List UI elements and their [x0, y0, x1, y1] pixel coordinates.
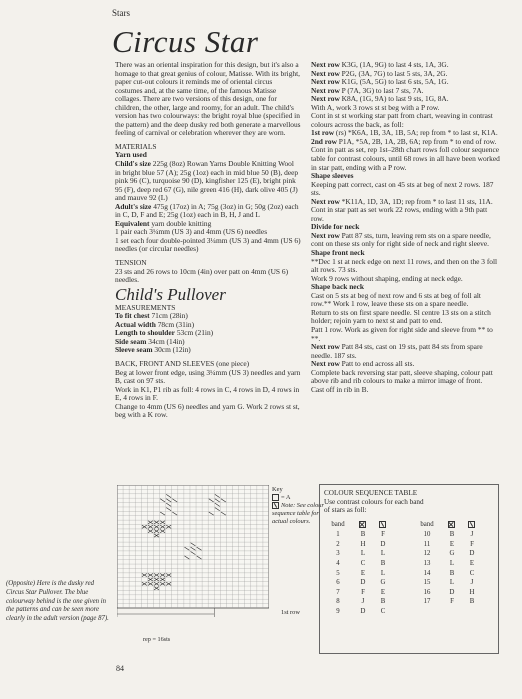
table-cell: 3 [336, 550, 340, 558]
subheading: Divide for neck [311, 222, 360, 232]
slash-square-icon [379, 521, 386, 528]
table-cell: J [470, 531, 474, 539]
table-cell: 15 [423, 579, 431, 587]
table-cell: 12 [423, 550, 431, 558]
page-title: Circus Star [112, 24, 259, 59]
adult-size-materials: Adult's size 475g (17oz) in A; 75g (3oz) in G; 50g (2oz) each in C, D, F and E; 25g (1oz) each in B, H, J and L [115, 201, 299, 220]
table-row [412, 578, 482, 588]
table-cell: L [449, 579, 455, 587]
table-row [412, 540, 482, 550]
instruction-line: Cast on 5 sts at beg of next row and 6 sts at beg of foll alt row.** Work 1 row, leave these sts on a spare needle. [311, 290, 481, 309]
table-cell: 4 [336, 560, 340, 568]
table-cell: B [380, 598, 386, 606]
key-label: Key [272, 486, 283, 493]
table-cell: 1 [336, 531, 340, 539]
instruction-line: Next row K1G, (5A, 5G) to last 6 sts, 5A, 1G. [311, 77, 449, 87]
table-row [412, 559, 482, 569]
table-cell: J [470, 579, 474, 587]
intro-paragraph: There was an oriental inspiration for this design, but it's also a homage to that great genius of colour, Matisse. With its bright, paper cut-out colours it reminds me of oriental circus costumes and, at the same time, of the famous Matisse collages. There are two versions of this design, one for children, the other, large and roomy, for an adult. The child's version has two colourways: the bright royal blue (specified in the pattern) and the deep dusky red both generate a marvellous feeling of carnival or celebration wherever they are worn. [115, 60, 301, 138]
measurement-item: Sleeve seam 30cm (12in) [115, 345, 191, 355]
left-column [115, 61, 301, 420]
table-cell: E [469, 560, 475, 568]
yarn-used-heading: Yarn used [115, 150, 147, 160]
table-cell: 16 [423, 588, 431, 596]
instruction-line: Next row Patt 87 sts, turn, leaving rem sts on a spare needle, cont on these sts only for right side of neck and right sleeve. [311, 230, 491, 249]
instruction-line: Cast off in rib in B. [311, 384, 369, 394]
table-cell: B [449, 531, 455, 539]
table-row [323, 607, 393, 617]
table-cell: 6 [336, 579, 340, 587]
table-cell: 5 [336, 569, 340, 577]
star-chart [117, 485, 269, 624]
measurements-list [115, 312, 301, 355]
instruction-line: 1st row (rs) *K6A, 1B, 3A, 1B, 5A; rep from * to last st, K1A. [311, 128, 498, 138]
table-row [323, 578, 393, 588]
tension-heading: TENSION [115, 258, 147, 268]
measurement-item: Length to shoulder 53cm (21in) [115, 328, 214, 338]
table-cell: E [360, 569, 366, 577]
table-cell: G [449, 550, 455, 558]
instruction-line: Return to sts on first spare needle. Sl centre 13 sts on a stitch holder; rejoin yarn to next st and patt to end. [311, 307, 491, 326]
instruction-line: Next row K3G, (1A, 9G) to last 4 sts, 1A, 3G. [311, 60, 449, 69]
table-cell: E [449, 540, 455, 548]
table-cell: F [361, 588, 365, 596]
table-cell: F [470, 540, 474, 548]
back-text: Beg at lower front edge, using 3¼mm (US 3) needles and yarn B, cast on 97 sts. [115, 367, 301, 386]
instruction-line: **Dec 1 st at neck edge on next 11 rows, and then on the 3 foll alt rows. 73 sts. [311, 256, 498, 275]
table-cell: 11 [423, 540, 431, 548]
table-cell: H [360, 540, 366, 548]
colour-sequence-table [319, 484, 499, 654]
empty-square-icon [272, 494, 279, 501]
instruction-line: Cont in star patt as set work 22 rows, ending with a 9th patt row. [311, 205, 488, 223]
table-cell: F [381, 531, 385, 539]
needles-line-1: 1 pair each 3¼mm (US 3) and 4mm (US 6) needles [115, 227, 268, 237]
cross-square-icon [448, 521, 455, 528]
instruction-line: Cont in patt as set, rep 1st–28th chart rows foll colour sequence table for contrast colours, until 68 rows in all have been worked in star patt, ending with a P row. [311, 145, 500, 172]
table-cell: C [360, 560, 366, 568]
table-cell: 2 [336, 540, 340, 548]
table-cell: 10 [423, 531, 431, 539]
table-cell: D [469, 550, 475, 558]
table-cell: B [469, 598, 475, 606]
table-cell: C [469, 569, 475, 577]
equivalent-yarn: Equivalent yarn double knitting [115, 218, 212, 228]
back-text-3: Change to 4mm (US 6) needles and yarn G. Work 2 rows st st, beg with a K row. [115, 401, 300, 420]
instruction-line: Next row P (7A, 3G) to last 7 sts, 7A. [311, 85, 424, 95]
instruction-line: Patt 1 row. Work as given for right side and sleeve from ** to **. [311, 324, 493, 343]
table-row [323, 597, 393, 607]
back-text-2: Work in K1, P1 rib as foll: 4 rows in C, 4 rows in D, 4 rows in E, 4 rows in F. [115, 384, 300, 403]
instruction-line: Next row Patt 84 sts, cast on 19 sts, patt 84 sts from spare needle. 187 sts. [311, 342, 483, 360]
table-cell: 17 [423, 598, 431, 606]
instruction-line: With A, work 3 rows st st beg with a P row. [311, 102, 440, 112]
table-cell: 9 [336, 608, 340, 616]
table-cell: C [380, 608, 386, 616]
table-cell: 13 [423, 560, 431, 568]
materials-heading: MATERIALS [115, 141, 157, 151]
table-cell: 7 [336, 588, 340, 596]
table-row [323, 530, 393, 540]
table-cell: 14 [423, 569, 431, 577]
table-cell: L [380, 569, 386, 577]
pullover-heading: Child's Pullover [115, 284, 226, 304]
child-size-materials: Child's size 225g (8oz) Rowan Yarns Double Knitting Wool in bright blue 57 (A); 25g (1oz) each in mid blue 50 (B), deep pink 96 (C), turquoise 90 (D), kingfisher 125 (E), bright pink 95 (F), deep red 67 (G), nile green 416 (H), dark olive 405 (J) and mauve 92 (L) [115, 159, 299, 203]
cross-square-icon [359, 521, 366, 528]
page-number: 84 [116, 664, 124, 673]
table-row [412, 597, 482, 607]
table-cell: B [380, 560, 386, 568]
table-cell: G [380, 579, 386, 587]
colour-table-left [323, 519, 393, 616]
instruction-line: Next row *K11A, 1D, 3A, 1D; rep from * to last 11 sts, 11A. [311, 196, 493, 206]
measurement-item: Side seam 34cm (14in) [115, 336, 185, 346]
band-header: band [331, 521, 345, 528]
subheading: Shape front neck [311, 248, 365, 258]
subheading: Shape sleeves [311, 171, 354, 181]
table-row [412, 530, 482, 540]
instruction-line: Complete back reversing star patt, sleeve shaping, colour patt above rib and rib colours to make a mirror image of front. [311, 367, 493, 386]
colour-table-heading: COLOUR SEQUENCE TABLE Use contrast colours for each band of stars as foll: [324, 489, 424, 514]
instruction-line: Next row Patt to end across all sts. [311, 359, 415, 369]
instruction-line: Cont in st st working star patt from chart, weaving in contrast colours across the back, as foll: [311, 111, 493, 129]
instruction-line: Next row K8A, (1G, 9A) to last 9 sts, 1G, 8A. [311, 94, 449, 104]
table-cell: 8 [336, 598, 340, 606]
photo-caption: (Opposite) Here is the dusky red Circus Star Pullover. The blue colourway behind is the one given in the patterns and can be seen more clearly in the adult version (page 87). [6, 580, 109, 623]
subheading: Shape back neck [311, 282, 364, 292]
colour-table-right [412, 519, 482, 607]
table-cell: L [360, 550, 366, 558]
key-note: Note: See colour sequence table for actual colours. [272, 502, 324, 525]
table-row [323, 588, 393, 598]
slash-square-icon [272, 502, 279, 509]
slash-square-icon [468, 521, 475, 528]
table-cell: D [360, 579, 366, 587]
table-row [412, 568, 482, 578]
table-row [412, 588, 482, 598]
table-row [323, 549, 393, 559]
table-cell: F [450, 598, 454, 606]
measurement-item: To fit chest 71cm (28in) [115, 311, 188, 321]
section-label: Stars [112, 8, 130, 18]
table-cell: H [469, 588, 475, 596]
table-cell: L [449, 560, 455, 568]
band-header: band [420, 521, 434, 528]
table-cell: L [380, 550, 386, 558]
table-cell: D [449, 588, 455, 596]
table-cell: E [380, 588, 386, 596]
instruction-line: Next row P2G, (3A, 7G) to last 5 sts, 3A, 2G. [311, 68, 448, 78]
table-cell: D [380, 540, 386, 548]
chart-first-row-label: 1st row [281, 609, 300, 616]
table-row [412, 549, 482, 559]
table-row [323, 568, 393, 578]
table-cell: B [360, 531, 366, 539]
table-row [323, 540, 393, 550]
table-cell: D [360, 608, 366, 616]
measurement-item: Actual width 78cm (31in) [115, 319, 195, 329]
table-cell: J [361, 598, 365, 606]
needles-line-2: 1 set each four double-pointed 3¼mm (US 3) and 4mm (US 6) needles (or circular needles) [115, 235, 301, 254]
tension-text: 23 sts and 26 rows to 10cm (4in) over patt on 4mm (US 6) needles. [115, 266, 289, 285]
table-cell: B [449, 569, 455, 577]
key-item-a: = A [272, 494, 328, 502]
instruction-line: 2nd row P1A, *5A, 2B, 1A, 2B, 6A; rep from * to end of row. [311, 136, 497, 146]
instruction-line: Work 9 rows without shaping, ending at neck edge. [311, 273, 463, 283]
table-row [323, 559, 393, 569]
chart-repeat-label: rep = 16sts [143, 636, 171, 643]
back-front-heading: BACK, FRONT AND SLEEVES (one piece) [115, 358, 250, 368]
measurements-heading: MEASUREMENTS [115, 302, 176, 312]
instruction-line: Keeping patt correct, cast on 45 sts at beg of next 2 rows. 187 sts. [311, 179, 494, 198]
right-column [311, 61, 501, 394]
